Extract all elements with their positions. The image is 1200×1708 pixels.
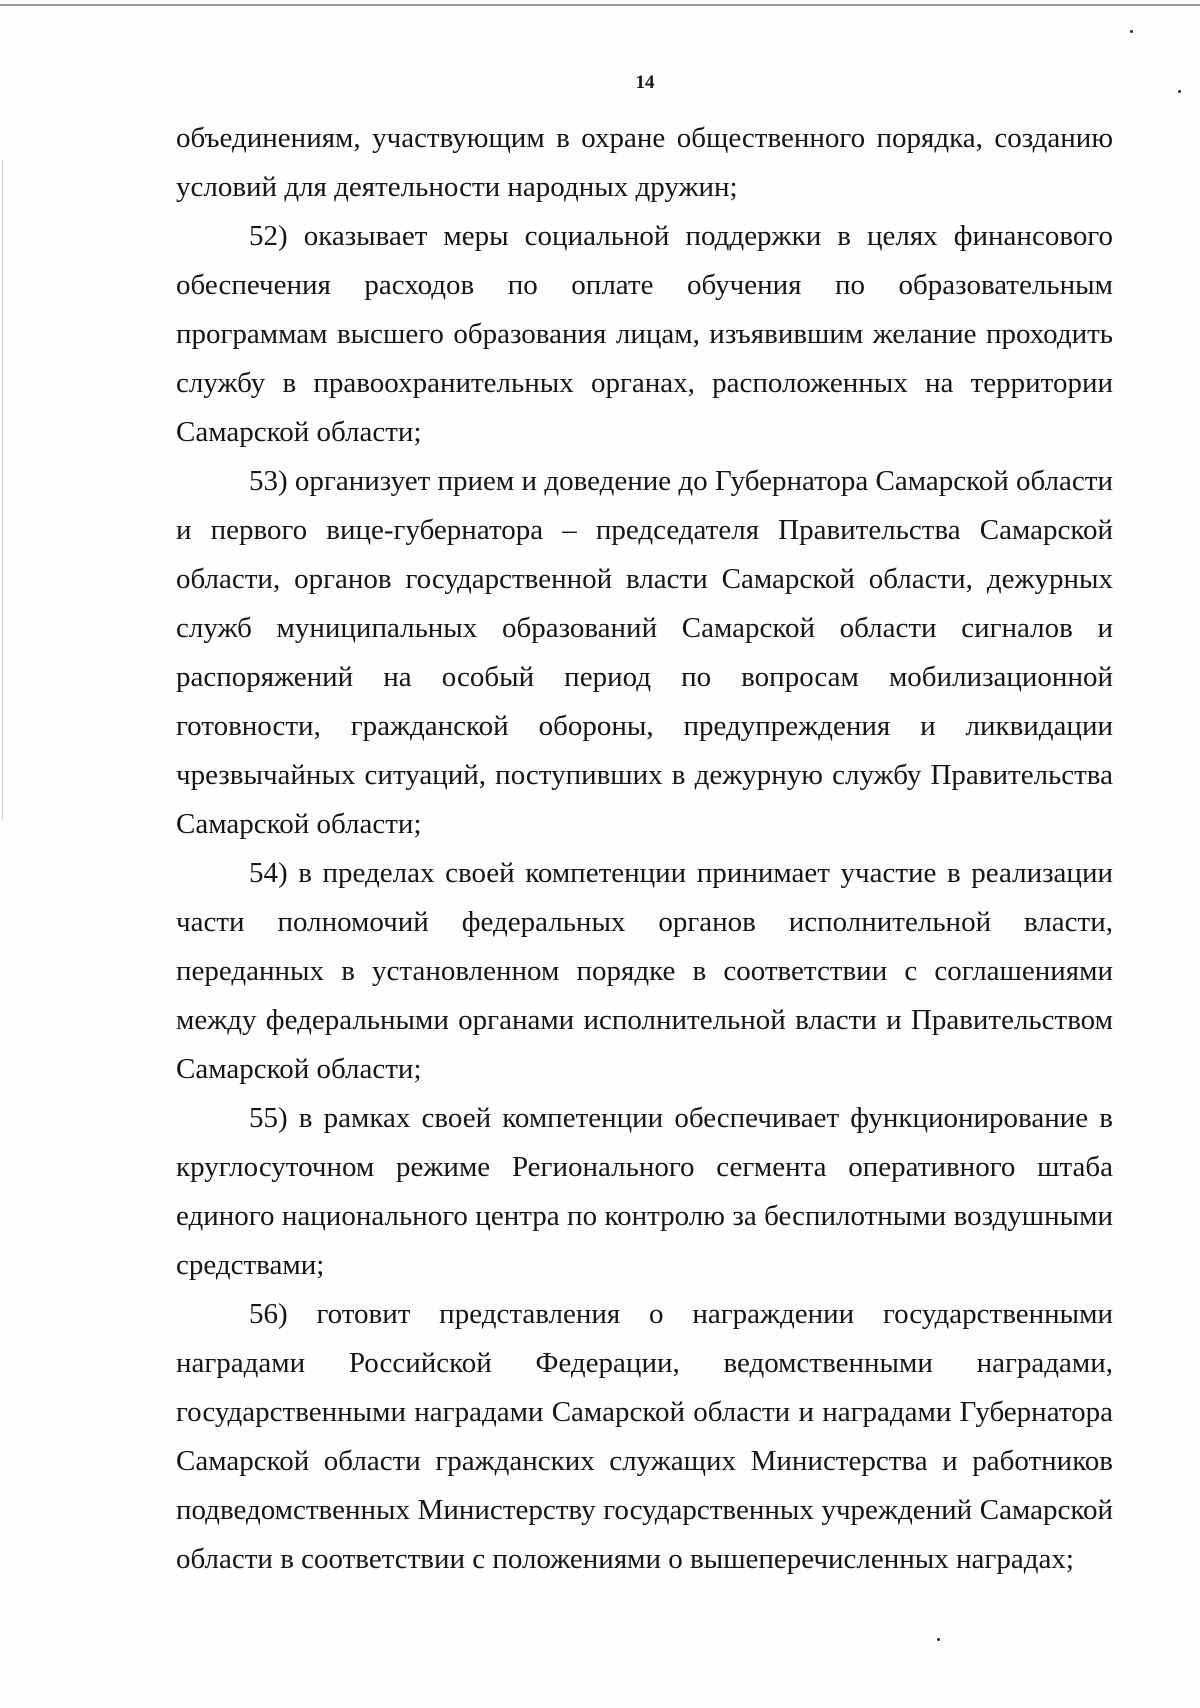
paragraph-item-52: 52) оказывает меры социальной поддержки в целях финансового обеспечения расходов по оплате обучения по образовательным программам высшего образования лицам, изъявившим желание проходить службу в правоохранительных органах, расположенных на территории Самарской области;: [176, 220, 1113, 448]
paragraph-item-56: 56) готовит представления о награждении государственными наградами Российской Федерации, ведомственными наградами, государственными наградами Самарской области и наградами Губернатора Самарской области гражданских служащих Министерства и работников подведомственных Министерству государственных учреждений Самарской области в соответствии с положениями о вышеперечисленных наградах;: [176, 1298, 1113, 1575]
paragraph-continuation: объединениям, участвующим в охране общественного порядка, созданию условий для деятельности народных дружин;: [176, 122, 1113, 203]
scan-speck: [1130, 30, 1133, 33]
paragraph-item-55: 55) в рамках своей компетенции обеспечивает функционирование в круглосуточном режиме Регионального сегмента оперативного штаба единого национального центра по контролю за беспилотными воздушными средствами;: [176, 1102, 1113, 1281]
paragraph-item-53: 53) организует прием и доведение до Губернатора Самарской области и первого вице-губернатора – председателя Правительства Самарской области, органов государственной власти Самарской области, дежурных служб муниципальных образований Самарской области сигналов и распоряжений на особый период по вопросам мобилизационной готовности, гражданской обороны, предупреждения и ликвидации чрезвычайных ситуаций, поступивших в дежурную службу Правительства Самарской области;: [176, 465, 1113, 840]
scan-speck: [937, 1638, 940, 1641]
scan-top-edge: [0, 4, 1200, 6]
document-body: [176, 114, 1113, 1584]
paragraph-item-54: 54) в пределах своей компетенции принимает участие в реализации части полномочий федеральных органов исполнительной власти, переданных в установленном порядке в соответствии с соглашениями между федеральными органами исполнительной власти и Правительством Самарской области;: [176, 857, 1113, 1085]
scan-left-edge: [2, 160, 3, 820]
page-number: 14: [635, 72, 655, 93]
